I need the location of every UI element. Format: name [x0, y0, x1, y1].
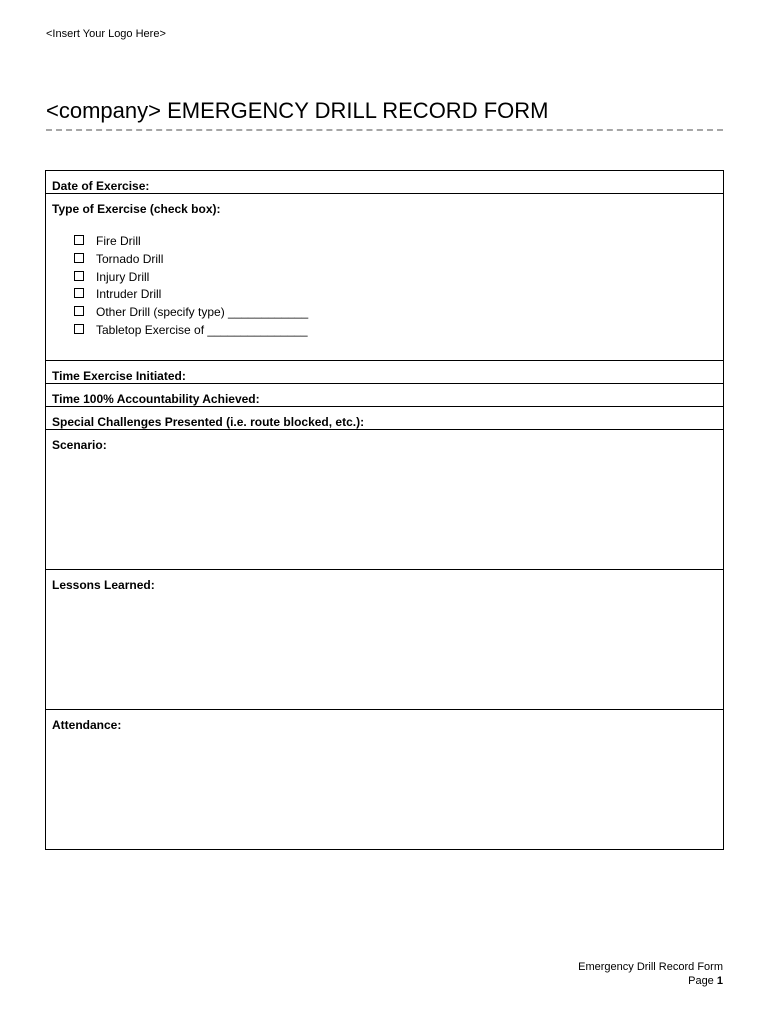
date-label: Date of Exercise:	[52, 179, 150, 193]
type-label: Type of Exercise (check box):	[52, 202, 221, 216]
exercise-type-option[interactable]	[74, 269, 723, 287]
exercise-type-option[interactable]	[74, 233, 723, 251]
lessons-learned-field[interactable]	[46, 570, 724, 710]
checkbox-icon[interactable]	[74, 253, 84, 263]
exercise-type-option[interactable]	[74, 286, 723, 304]
exercise-type-label: Intruder Drill	[96, 287, 162, 302]
scenario-label: Scenario:	[52, 438, 107, 452]
scenario-row	[46, 430, 724, 570]
time-initiated-label: Time Exercise Initiated:	[52, 369, 186, 383]
special-challenges-label: Special Challenges Presented (i.e. route blocked, etc.):	[52, 415, 365, 429]
exercise-type-label: Injury Drill	[96, 269, 150, 284]
footer-page-number: 1	[716, 975, 723, 987]
time-accountability-row	[46, 384, 724, 407]
logo-placeholder: <Insert Your Logo Here>	[46, 28, 166, 40]
time-initiated-field[interactable]	[46, 361, 724, 384]
date-row	[46, 171, 724, 194]
footer-page-indicator	[578, 974, 723, 988]
time-initiated-row	[46, 361, 724, 384]
scenario-field[interactable]	[46, 430, 724, 570]
time-accountability-field[interactable]	[46, 384, 724, 407]
checkbox-icon[interactable]	[74, 271, 84, 281]
footer-doc-name: Emergency Drill Record Form	[578, 961, 723, 973]
special-challenges-row	[46, 407, 724, 430]
drill-record-form	[45, 170, 724, 850]
page-title: <company> EMERGENCY DRILL RECORD FORM	[46, 98, 549, 123]
checkbox-icon[interactable]	[74, 324, 84, 334]
exercise-type-option[interactable]	[74, 251, 723, 269]
attendance-row	[46, 710, 724, 850]
exercise-type-label: Other Drill (specify type) ____________	[96, 305, 309, 320]
attendance-field[interactable]	[46, 710, 724, 850]
exercise-type-list	[52, 233, 723, 340]
checkbox-icon[interactable]	[74, 306, 84, 316]
exercise-type-option[interactable]	[74, 304, 723, 322]
exercise-type-label: Tabletop Exercise of _______________	[96, 322, 308, 337]
exercise-type-label: Fire Drill	[96, 234, 141, 248]
title-divider	[46, 129, 723, 131]
checkbox-icon[interactable]	[74, 235, 84, 245]
page-footer	[578, 960, 723, 988]
lessons-learned-label: Lessons Learned:	[52, 578, 155, 592]
attendance-label: Attendance:	[52, 718, 122, 732]
footer-page-label: Page	[688, 975, 714, 987]
type-row	[46, 194, 724, 361]
exercise-type-option[interactable]	[74, 322, 723, 340]
special-challenges-field[interactable]	[46, 407, 724, 430]
checkbox-icon[interactable]	[74, 288, 84, 298]
lessons-learned-row	[46, 570, 724, 710]
exercise-type-label: Tornado Drill	[96, 251, 164, 266]
time-accountability-label: Time 100% Accountability Achieved:	[52, 392, 260, 406]
date-field[interactable]	[46, 171, 724, 194]
type-field	[46, 194, 724, 361]
